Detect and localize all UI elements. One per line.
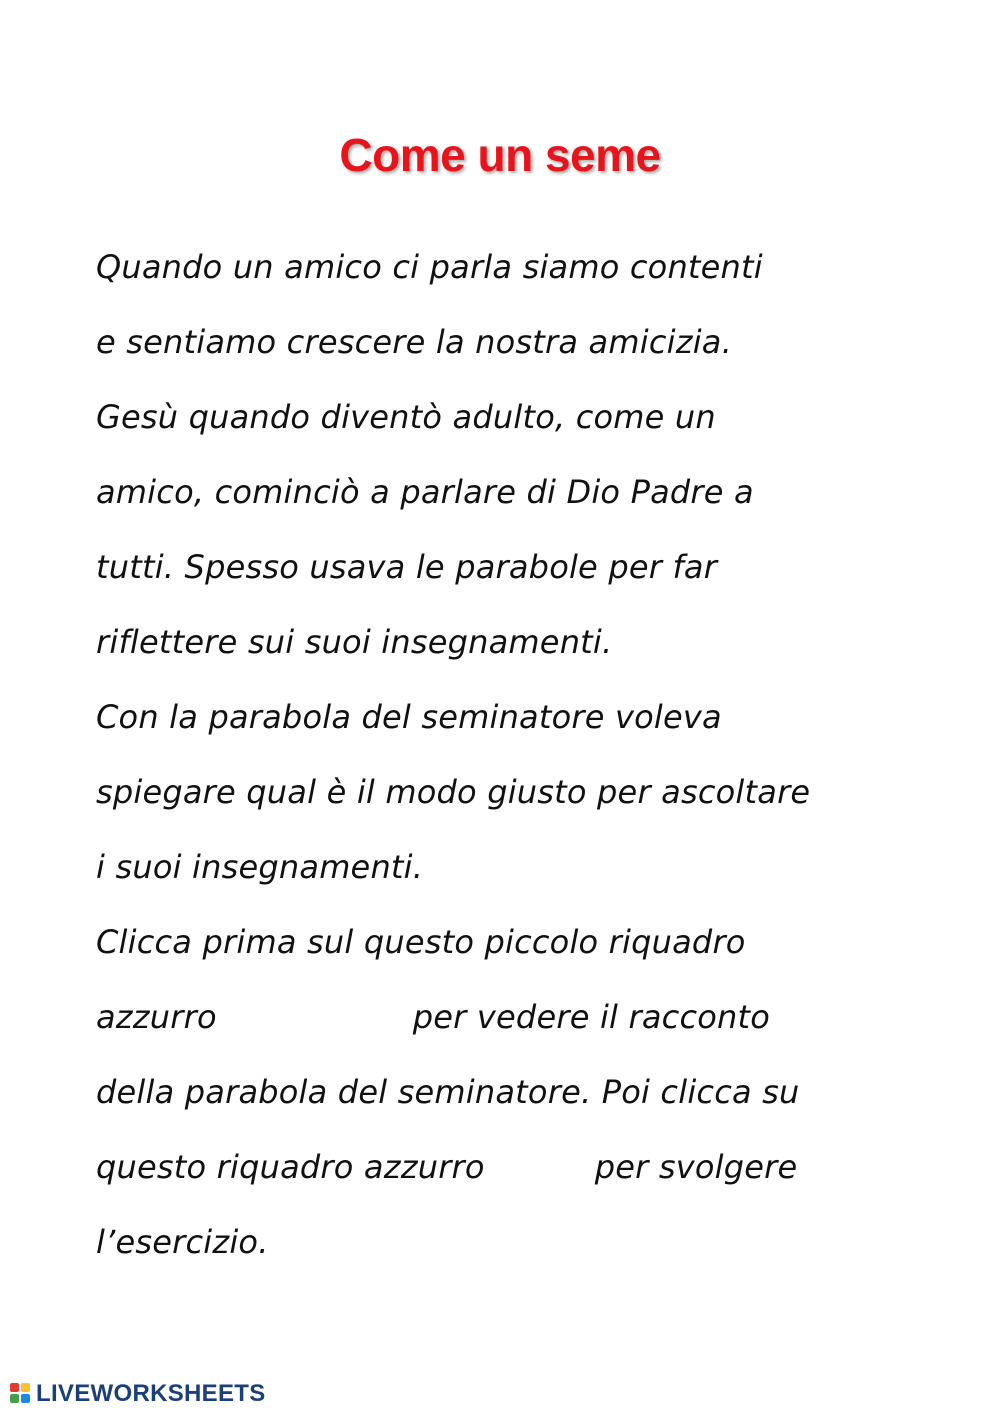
page-title: Come un seme bbox=[339, 129, 661, 181]
text-line: e sentiamo crescere la nostra amicizia. bbox=[96, 323, 732, 361]
text-segment: azzurro bbox=[96, 998, 217, 1036]
text-line: l’esercizio. bbox=[96, 1223, 269, 1261]
text-segment: questo riquadro azzurro bbox=[96, 1148, 485, 1186]
text-line: della parabola del seminatore. Poi clicca su bbox=[96, 1073, 800, 1111]
text-line: Clicca prima sul questo piccolo riquadro bbox=[96, 923, 746, 961]
text-line: Gesù quando diventò adulto, come un bbox=[96, 398, 716, 436]
text-line: i suoi insegnamenti. bbox=[96, 848, 424, 886]
text-line: Con la parabola del seminatore voleva bbox=[96, 698, 722, 736]
text-segment: per svolgere bbox=[594, 1148, 798, 1186]
brand-name: LIVEWORKSHEETS bbox=[36, 1380, 266, 1407]
story-link-box[interactable] bbox=[217, 1002, 413, 1036]
text-line: riflettere sui suoi insegnamenti. bbox=[96, 623, 613, 661]
exercise-link-box[interactable] bbox=[485, 1152, 595, 1186]
text-line-with-link bbox=[96, 1148, 797, 1186]
footer-branding bbox=[10, 1380, 266, 1408]
text-line: tutti. Spesso usava le parabole per far bbox=[96, 548, 718, 586]
liveworksheets-logo-icon bbox=[10, 1383, 32, 1405]
text-line: amico, cominciò a parlare di Dio Padre a bbox=[96, 473, 754, 511]
text-line: Quando un amico ci parla siamo contenti bbox=[96, 248, 763, 286]
text-segment: per vedere il racconto bbox=[412, 998, 771, 1036]
text-line-with-link bbox=[96, 998, 770, 1036]
text-line: spiegare qual è il modo giusto per ascoltare bbox=[96, 773, 811, 811]
